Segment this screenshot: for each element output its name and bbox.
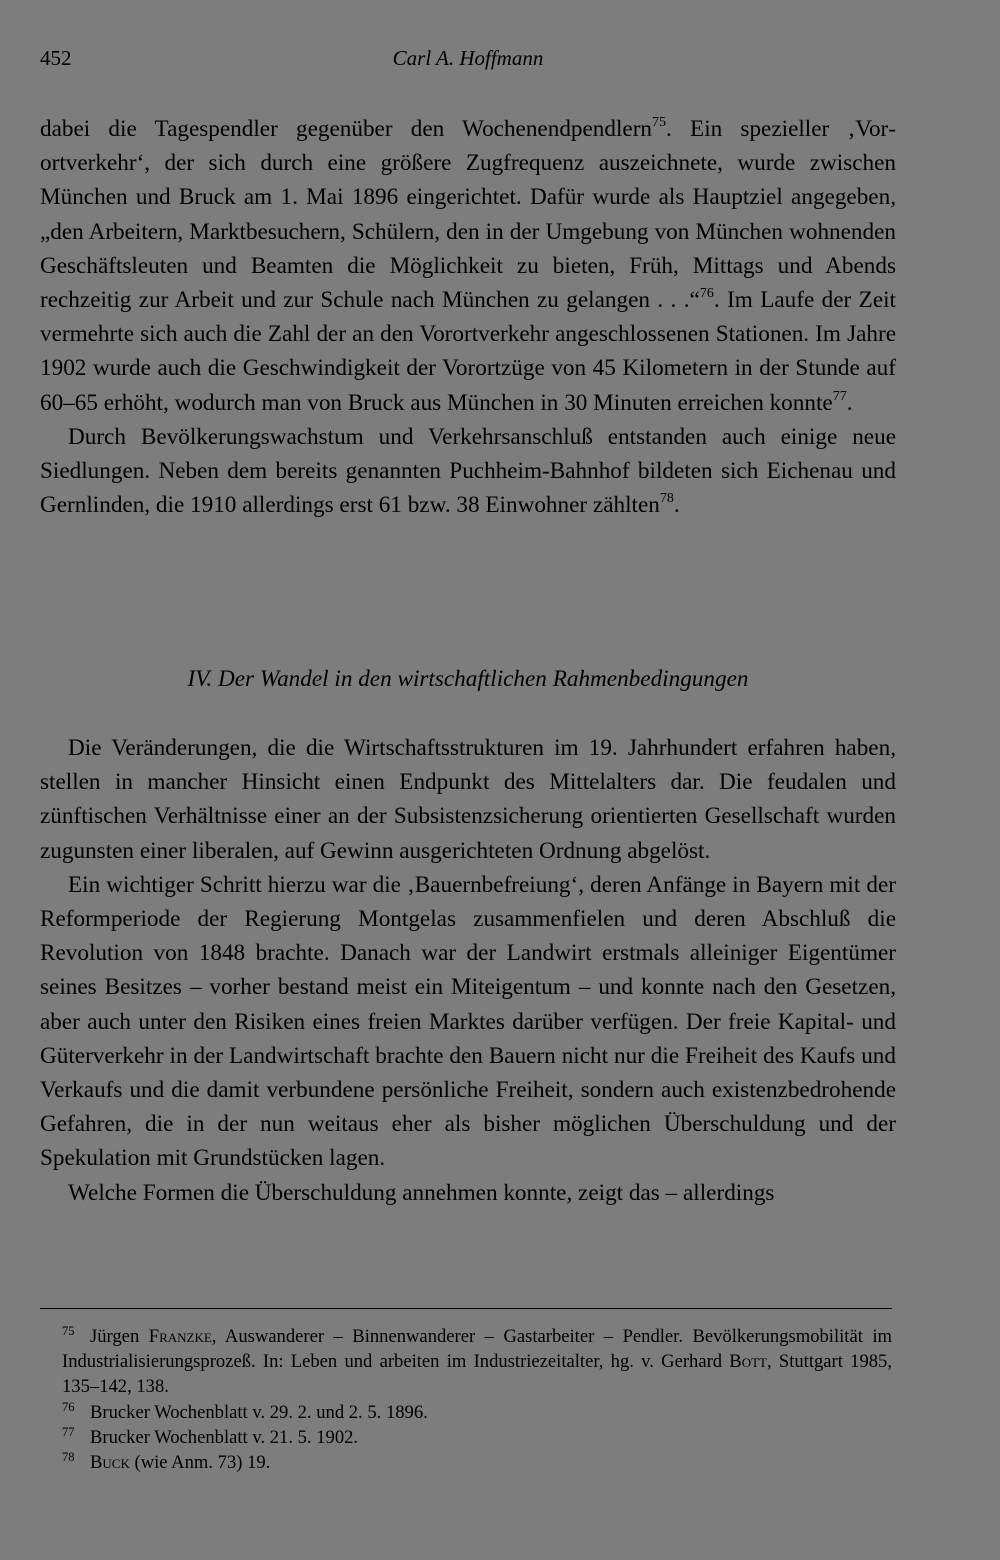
- section-heading: IV. Der Wandel in den wirtschaftlichen Rahmenbedingungen: [187, 666, 749, 692]
- paragraph: Die Veränderungen, die die Wirtschaftsstrukturen im 19. Jahrhundert erfahren haben, stellen in mancher Hinsicht einen Endpunkt des Mittelalters dar. Die feudalen und zünftischen Verhältnisse einer an der Subsistenzsicherung orientierten Gesellschaft wurden zugunsten einer liberalen, auf Gewinn ausgerichteten Ordnung abgelöst.: [40, 735, 896, 864]
- footnote-ref: 75: [652, 115, 667, 130]
- page-number: 452: [40, 46, 72, 70]
- footnote: 78 Buck (wie Anm. 73) 19.: [62, 1450, 271, 1474]
- paragraph: Welche Formen die Überschuldung annehmen konnte, zeigt das – allerdings: [68, 1179, 775, 1206]
- footnote: 77 Brucker Wochenblatt v. 21. 5. 1902.: [62, 1424, 359, 1448]
- page-header: [40, 46, 896, 76]
- text-run: Jürgen: [90, 1326, 149, 1347]
- text-run: , Auswanderer – Binnenwanderer – Gastarbeiter – Pendler. Bevölkerungsmobilität im Industrialisierungsprozeß. In: Leben und arbeiten im Industriezeitalter, hg. v. Gerhard: [62, 1326, 893, 1373]
- text-run: .: [673, 492, 680, 519]
- footnote: 76 Brucker Wochenblatt v. 29. 2. und 2. 5. 1896.: [62, 1399, 428, 1423]
- footnotes: [40, 1324, 892, 1475]
- footnote-divider: [40, 1308, 892, 1309]
- text-run: (wie Anm. 73) 19.: [129, 1452, 271, 1474]
- body-text-section-1: [40, 112, 896, 522]
- footnote: 75 Jürgen Franzke, Auswanderer – Binnenwanderer – Gastarbeiter – Pendler. Bevölkerungsmobilität im Industrialisierungsprozeß. In: Leben und arbeiten im Industriezeitalter, hg. v. Gerhard Bott, Stuttgart 1985, 135–142, 138.: [62, 1324, 893, 1398]
- body-text-section-2: [40, 731, 896, 1210]
- text-run: dabei die Tagespendler gegenüber den Wochenendpendlern: [40, 116, 653, 142]
- paragraph: [40, 112, 896, 420]
- text-run: Durch Bevölkerungswachstum und Verkehrsanschluß entstanden auch einige neue Siedlungen. Neben dem bereits genannten Puchheim-Bahnhof bildeten sich Eichenau und Gernlinden, die 1910 allerdings erst 61 bzw. 38 Einwohner zählten: [40, 423, 896, 519]
- running-head: Carl A. Hoffmann: [392, 46, 544, 70]
- text-run: Brucker Wochenblatt v. 21. 5. 1902.: [90, 1426, 359, 1448]
- author-name: Buck: [90, 1452, 130, 1474]
- text-run: . Im Laufe der Zeit vermehrte sich auch die Zahl der an den Vorortverkehr angeschlossenen Stationen. Im Jahre 1902 wurde auch die Geschwindigkeit der Vorortzüge von 45 Kilometern in der Stunde auf 60–65 erhöht, wodurch man von Bruck aus München in 30 Minuten erreichen konnte: [40, 287, 896, 416]
- text-run: .: [846, 389, 853, 416]
- author-name: Bott: [729, 1351, 767, 1373]
- paragraph: [40, 420, 896, 523]
- paragraph: Ein wichtiger Schritt hierzu war die ‚Bauernbefreiung‘, deren Anfänge in Bayern mit der Reformperiode der Regierung Montgelas zusammenfielen und deren Abschluß die Revolution von 1848 brachte. Danach war der Landwirt erstmals alleiniger Eigentümer seines Besitzes – vorher bestand meist ein Miteigentum – und konnte nach den Gesetzen, aber auch unter den Risiken eines freien Marktes darüber verfügen. Der freie Kapital- und Güterverkehr in der Landwirtschaft brachte den Bauern nicht nur die Freiheit des Kaufs und Verkaufs und die damit verbundene persönliche Freiheit, sondern auch existenzbedrohende Gefahren, die in der nun weitaus eher als bisher möglichen Überschuldung und der Spekulation mit Grundstücken lagen.: [40, 871, 896, 1172]
- text-run: Brucker Wochenblatt v. 29. 2. und 2. 5. 1896.: [90, 1401, 428, 1423]
- footnote-ref: 76: [699, 286, 714, 302]
- author-name: Franzke: [148, 1326, 212, 1347]
- footnote-ref: 78: [659, 491, 674, 507]
- text-run: . Ein spezieller ‚Vorortverkehr‘, der sich durch eine größere Zugfrequenz auszeichnete, wurde zwischen München und Bruck am 1. Mai 1896 eingerichtet. Dafür wurde als Hauptziel angegeben, „den Arbeitern, Marktbesuchern, Schülern, den in der Umgebung von München wohnenden Geschäftsleuten und Beamten die Möglichkeit zu bieten, Früh, Mittags und Abends rechzeitig zur Arbeit und zur Schule nach München zu gelangen . . .“: [40, 116, 896, 314]
- text-run: , Stuttgart 1985, 135–142, 138.: [62, 1351, 892, 1398]
- footnote-ref: 77: [832, 388, 847, 404]
